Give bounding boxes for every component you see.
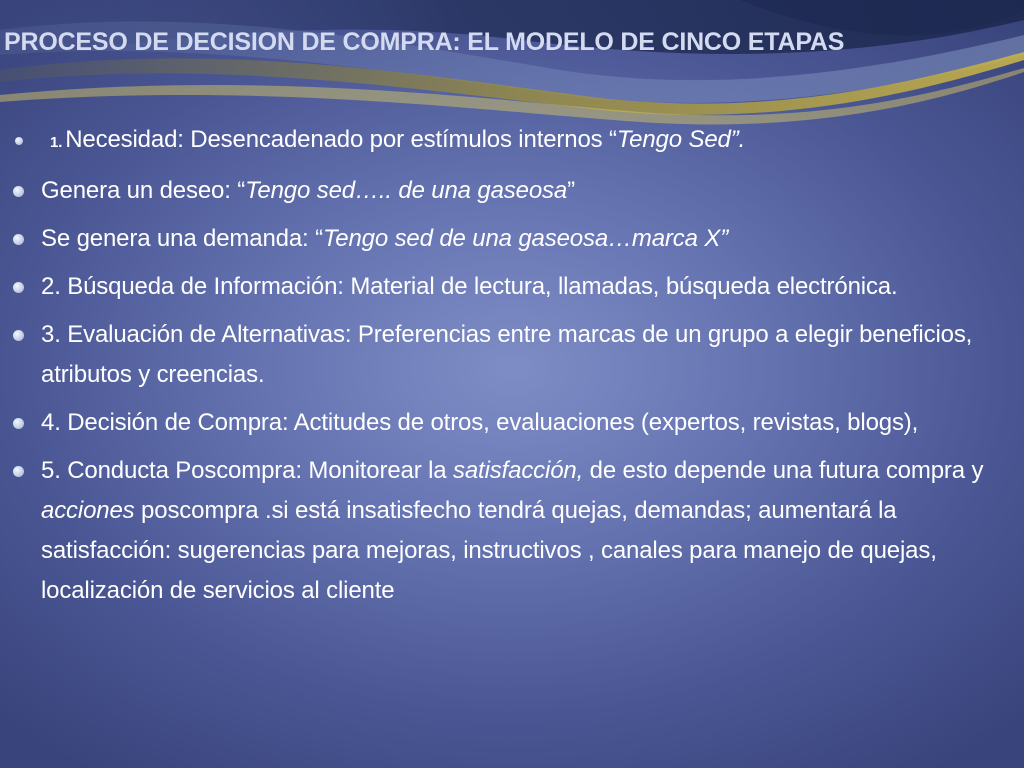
bullet-text: poscompra .si está insatisfecho tendrá quejas, demandas; aumentará la satisfacción: sugerencias para mejoras, instructivos , canales para manejo de quejas, localización de servicios al cliente (41, 497, 937, 604)
bullet-italic-text: satisfacción, (453, 457, 584, 484)
step-number: 1. (50, 134, 63, 151)
bullet-item-postpurchase (0, 451, 1024, 611)
bullet-text: 5. Conducta Poscompra: Monitorear la (41, 457, 453, 484)
bullet-item-demand (0, 219, 1024, 259)
bullet-icon (15, 137, 23, 145)
decorative-waves (0, 0, 1024, 140)
bullet-item-desire (0, 171, 1024, 211)
bullet-italic-text: Tengo sed….. de una gaseosa (245, 177, 568, 204)
bullet-item-search (0, 267, 1024, 307)
bullet-text: 3. Evaluación de Alternativas: Preferencias entre marcas de un grupo a elegir beneficios, atributos y creencias. (41, 321, 973, 388)
bullet-icon (13, 234, 24, 245)
bullet-italic-text: Tengo Sed”. (616, 126, 746, 153)
bullet-text: 4. Decisión de Compra: Actitudes de otros, evaluaciones (expertos, revistas, blogs), (41, 409, 919, 436)
bullet-icon (13, 186, 24, 197)
bullet-icon (13, 418, 24, 429)
bullet-text: Genera un deseo: “ (41, 177, 246, 204)
bullet-icon (13, 282, 24, 293)
bullet-text: Necesidad: Desencadenado por estímulos internos “ (65, 126, 617, 153)
bullet-italic-text: Tengo sed de una gaseosa…marca X” (322, 225, 729, 252)
bullet-list (0, 120, 1024, 619)
bullet-italic-text: acciones (41, 497, 135, 524)
slide-title: PROCESO DE DECISION DE COMPRA: EL MODELO DE CINCO ETAPAS (4, 28, 845, 56)
bullet-text: Se genera una demanda: “ (41, 225, 323, 252)
bullet-text: 2. Búsqueda de Información: Material de lectura, llamadas, búsqueda electrónica. (41, 273, 898, 300)
bullet-icon (13, 330, 24, 341)
bullet-item-need (0, 120, 1024, 163)
bullet-item-evaluation (0, 315, 1024, 395)
bullet-text: ” (567, 177, 575, 204)
bullet-icon (13, 466, 24, 477)
bullet-item-decision (0, 403, 1024, 443)
bullet-text: de esto depende una futura compra y (583, 457, 984, 484)
